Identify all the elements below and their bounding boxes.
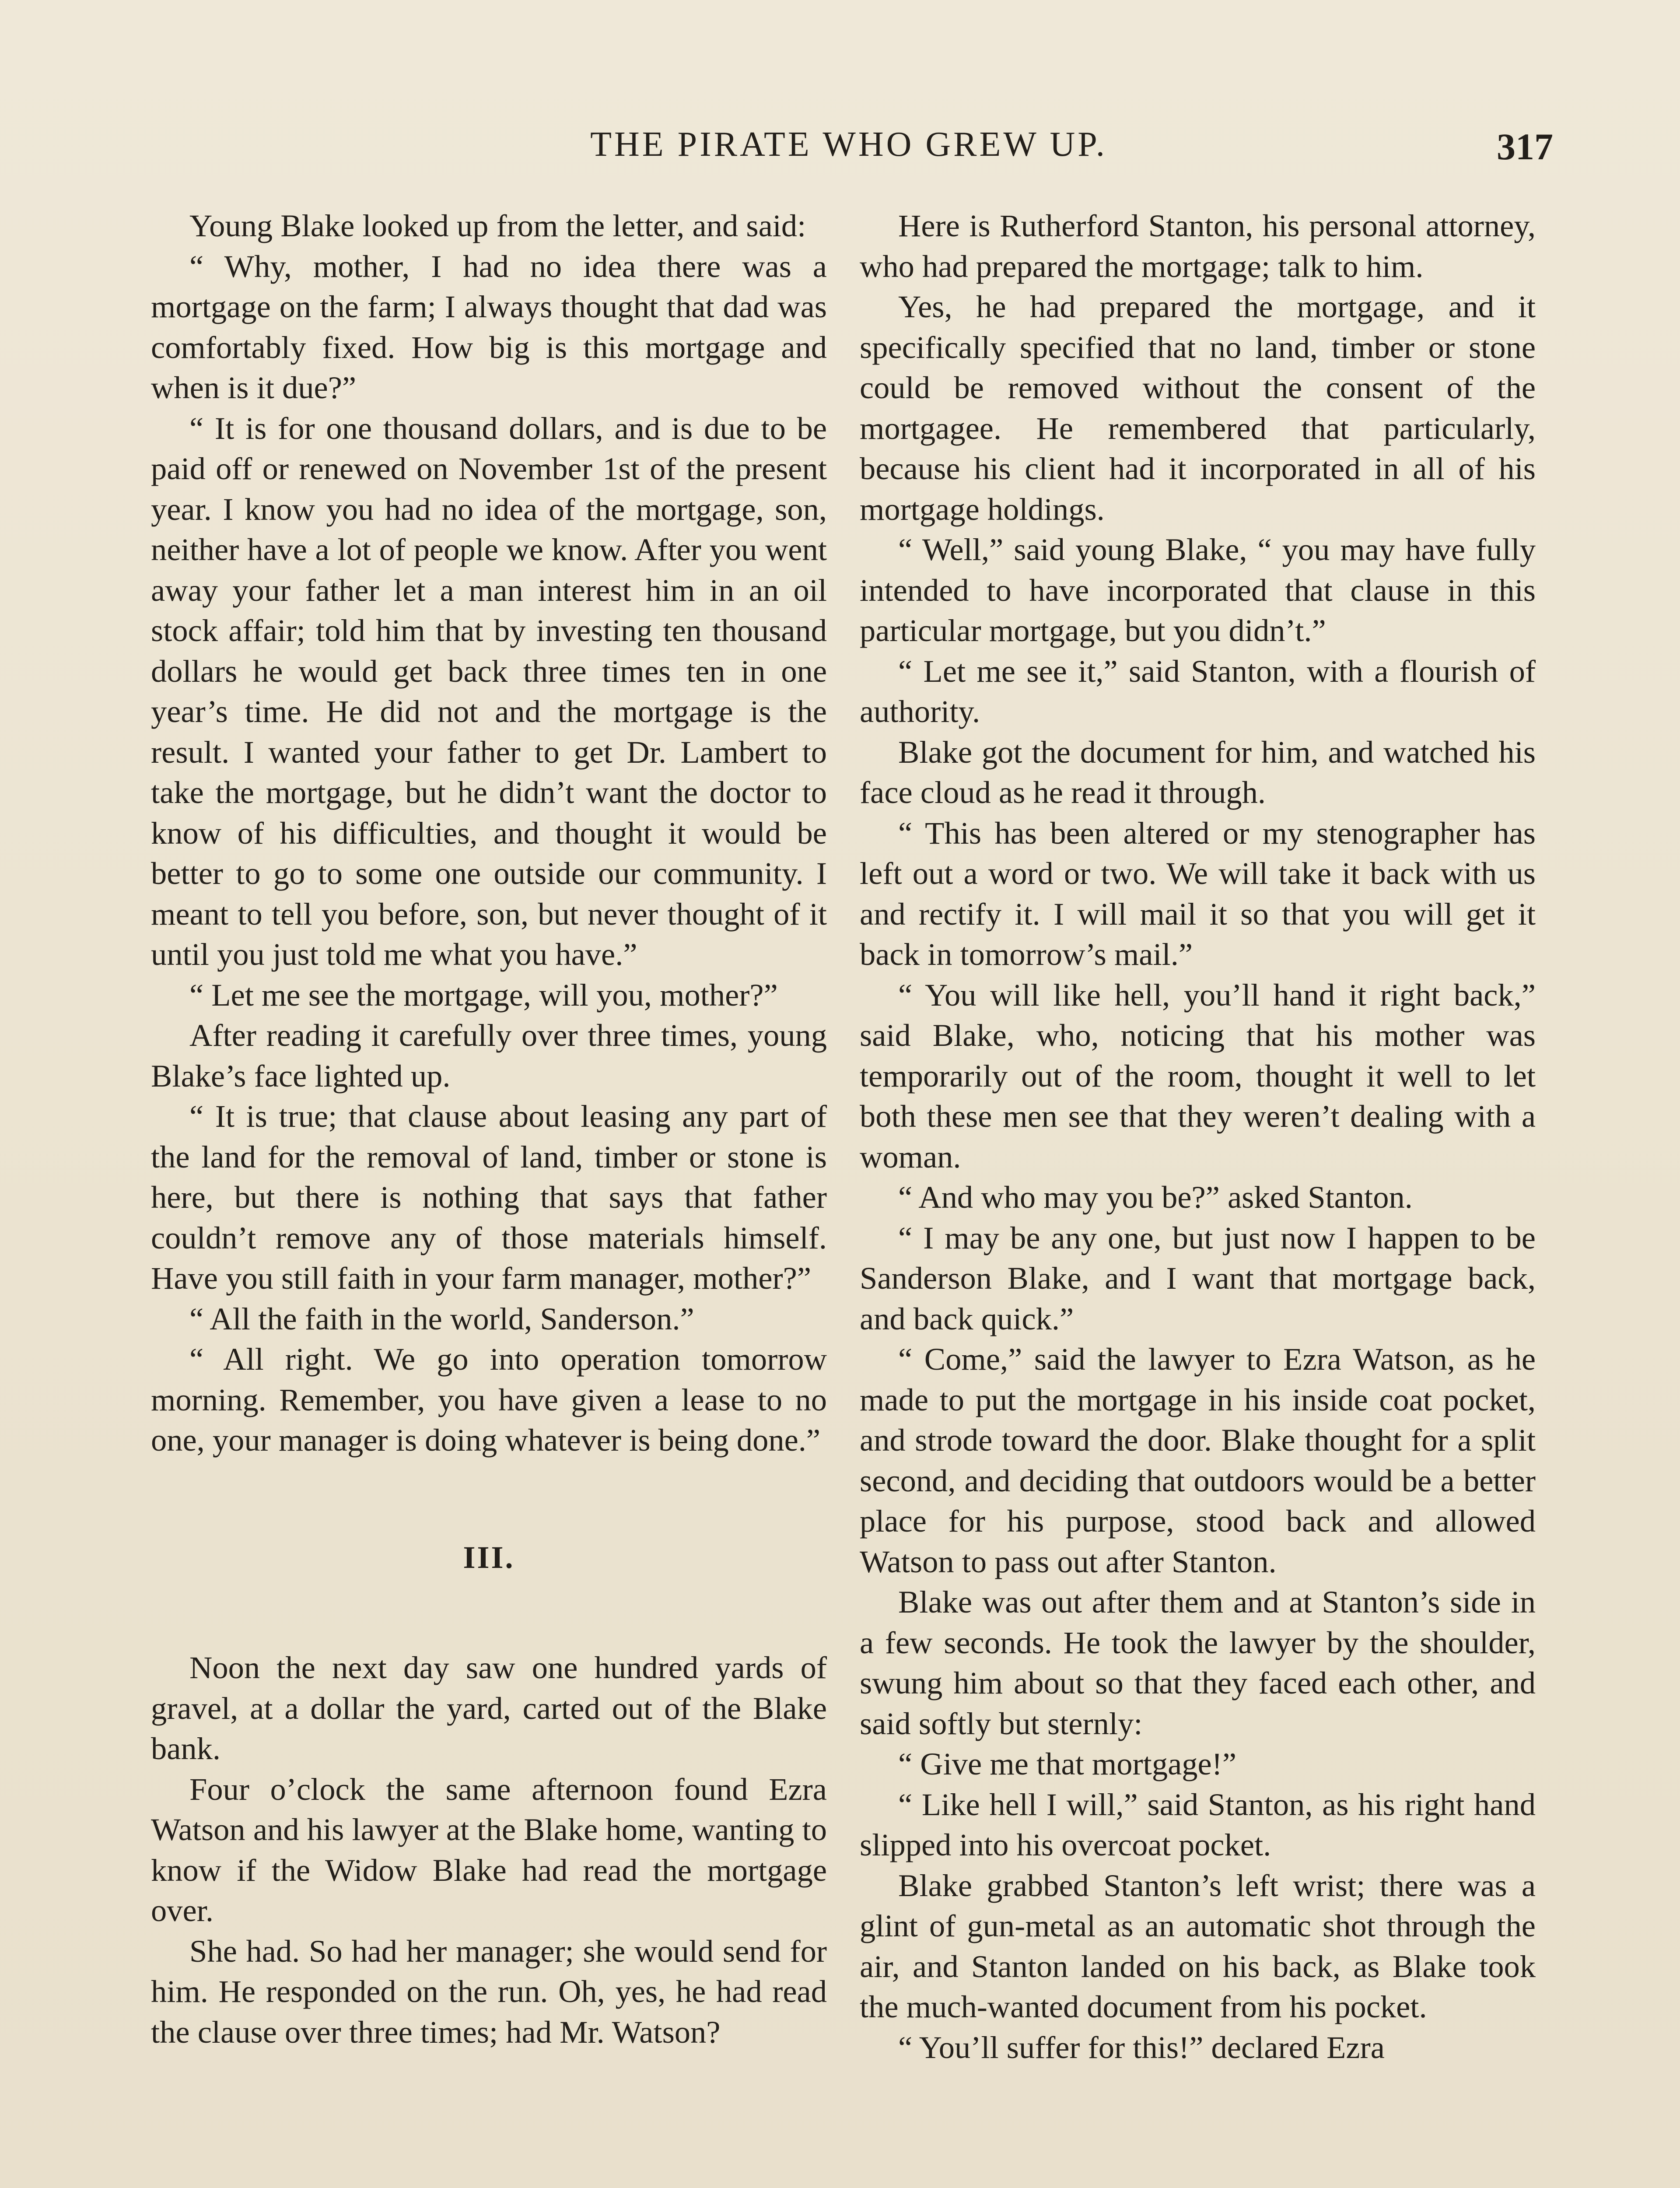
section-heading: III. <box>463 1539 515 1575</box>
paragraph: “ Let me see it,” said Stanton, with a flourish of authority. <box>860 653 1536 729</box>
running-title: THE PIRATE WHO GREW UP. <box>590 125 1107 164</box>
paragraph: After reading it carefully over three times, young Blake’s face lighted up. <box>151 1017 827 1094</box>
paragraph: “ Come,” said the lawyer to Ezra Watson, as he made to put the mortgage in his inside coat pocket, and strode toward the door. Blake thought for a split second, and deciding that outdoors would be a better place for his purpose, stood back and allowed Watson to pass out after Stanton. <box>860 1341 1536 1579</box>
paragraph: “ All right. We go into operation tomorrow morning. Remember, you have given a lease to no one, your manager is doing whatever is being done.” <box>151 1341 827 1458</box>
paragraph: Yes, he had prepared the mortgage, and it specifically specified that no land, timber or stone could be removed without the consent of the mortgagee. He remembered that particularly, because his client had it incorporated in all of his mortgage holdings. <box>860 289 1536 527</box>
page-header <box>149 125 1553 177</box>
paragraph: She had. So had her manager; she would send for him. He responded on the run. Oh, yes, he had read the clause over three times; had Mr. Watson? <box>151 1933 827 2050</box>
paragraph: “ Let me see the mortgage, will you, mother?” <box>189 977 778 1013</box>
paragraph: “ Why, mother, I had no idea there was a mortgage on the farm; I always thought that dad was comfortably fixed. How big is this mortgage and when is it due?” <box>151 248 827 405</box>
paragraph: Here is Rutherford Stanton, his personal attorney, who had prepared the mortgage; talk to him. <box>860 208 1536 284</box>
paragraph: Blake grabbed Stanton’s left wrist; there was a glint of gun-metal as an automatic shot through the air, and Stanton landed on his back, as Blake took the much-wanted document from his pocket. <box>860 1867 1536 2024</box>
paragraph: “ This has been altered or my stenographer has left out a word or two. We will take it back with us and rectify it. I will mail it so that you will get it back in tomorrow’s mail.” <box>860 815 1536 972</box>
right-column <box>860 206 1536 2068</box>
paragraph: Four o’clock the same afternoon found Ezra Watson and his lawyer at the Blake home, wanting to know if the Widow Blake had read the mortgage over. <box>151 1771 827 1928</box>
page-number: 317 <box>1497 126 1553 168</box>
paragraph: “ You’ll suffer for this!” declared Ezra <box>898 2029 1385 2065</box>
paragraph: “ And who may you be?” asked Stanton. <box>898 1179 1413 1215</box>
paragraph: “ You will like hell, you’ll hand it right back,” said Blake, who, noticing that his mother was temporarily out of the room, thought it well to let both these men see that they weren’t dealing with a woman. <box>860 977 1536 1175</box>
paragraph: Blake got the document for him, and watched his face cloud as he read it through. <box>860 734 1536 810</box>
paragraph: “ All the faith in the world, Sanderson.” <box>189 1301 694 1336</box>
paragraph: Noon the next day saw one hundred yards of gravel, at a dollar the yard, carted out of the Blake bank. <box>151 1650 827 1766</box>
paragraph: “ Well,” said young Blake, “ you may have fully intended to have incorporated that clause in this particular mortgage, but you didn’t.” <box>860 532 1536 648</box>
paragraph: Blake was out after them and at Stanton’s side in a few seconds. He took the lawyer by the shoulder, swung him about so that they faced each other, and said softly but sternly: <box>860 1584 1536 1741</box>
paragraph: “ It is for one thousand dollars, and is due to be paid off or renewed on November 1st of the present year. I know you had no idea of the mortgage, son, neither have a lot of people we know. After you went away your father let a man interest him in an oil stock affair; told him that by investing ten thousand dollars he would get back three times ten in one year’s time. He did not and the mortgage is the result. I wanted your father to get Dr. Lambert to take the mortgage, but he didn’t want the doctor to know of his difficulties, and thought it would be better to go to some one outside our community. I meant to tell you before, son, but never thought of it until you just told me what you have.” <box>151 410 827 972</box>
paragraph: “ Give me that mortgage!” <box>898 1746 1237 1781</box>
left-column <box>151 206 827 2052</box>
paragraph: “ Like hell I will,” said Stanton, as his right hand slipped into his overcoat pocket. <box>860 1786 1536 1862</box>
paragraph: Young Blake looked up from the letter, and said: <box>189 208 806 243</box>
paragraph: “ It is true; that clause about leasing any part of the land for the removal of land, timber or stone is here, but there is nothing that says that father couldn’t remove any of those materials himself. Have you still faith in your farm manager, mother?” <box>151 1098 827 1296</box>
paragraph: “ I may be any one, but just now I happen to be Sanderson Blake, and I want that mortgage back, and back quick.” <box>860 1220 1536 1336</box>
